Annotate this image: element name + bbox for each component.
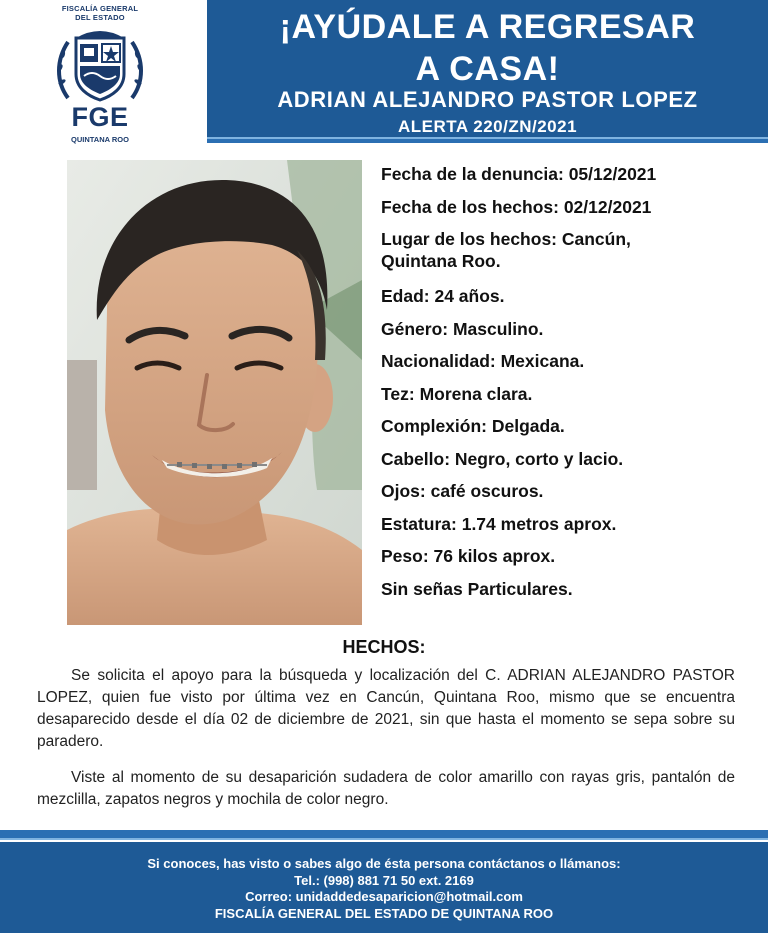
event-place <box>381 228 736 285</box>
footer-agency: FISCALÍA GENERAL DEL ESTADO DE QUINTANA ROO <box>214 905 554 921</box>
logo-top-line2: DEL ESTADO <box>75 13 125 22</box>
event-place-line1: Lugar de los hechos: Cancún, <box>381 229 631 249</box>
footer-phone: Tel.: (998) 881 71 50 ext. 2169 <box>294 872 474 888</box>
missing-person-name: ADRIAN ALEJANDRO PASTOR LOPEZ <box>277 87 698 112</box>
headline <box>207 6 768 90</box>
hechos-paragraph-1: Se solicita el apoyo para la búsqueda y localización del C. ADRIAN ALEJANDRO PASTOR LOPEZ, quien fue visto por última vez en Cancún, Quintana Roo, mismo que se encuentra desaparecido desde el día 02 de diciembre de 2021, sin que hasta el momento se sepa sobre su paradero. <box>37 667 735 750</box>
hechos-title: HECHOS: <box>342 637 426 657</box>
header-stripe <box>207 137 768 143</box>
event-place-line2: Quintana Roo. <box>381 251 501 271</box>
footer-stripe <box>0 830 768 840</box>
headline-line2: A CASA! <box>415 50 560 88</box>
alert-code: ALERTA 220/ZN/2021 <box>397 117 578 136</box>
skin-tone: Tez: Morena clara. <box>381 383 533 404</box>
eyes: Ojos: café oscuros. <box>381 481 544 501</box>
footer-call-to-action: Si conoces, has visto o sabes algo de ésta persona contáctanos o llámanos: <box>147 856 621 871</box>
coat-of-arms-icon <box>54 24 146 114</box>
person-portrait-icon <box>67 160 362 625</box>
fge-logo <box>44 4 156 146</box>
nationality: Nacionalidad: Mexicana. <box>381 351 585 371</box>
logo-bottom-text: QUINTANA ROO <box>71 135 129 144</box>
logo-acronym: FGE <box>71 102 129 132</box>
missing-person-photo <box>67 160 362 625</box>
headline-line1: ¡AYÚDALE A REGRESAR <box>279 8 696 46</box>
report-date: Fecha de la denuncia: 05/12/2021 <box>381 164 657 184</box>
logo-top-text <box>44 4 156 22</box>
hair: Cabello: Negro, corto y lacio. <box>381 448 624 469</box>
contact-footer <box>0 842 768 933</box>
age: Edad: 24 años. <box>381 286 505 306</box>
gender: Género: Masculino. <box>381 318 544 339</box>
build: Complexión: Delgada. <box>381 416 565 436</box>
weight: Peso: 76 kilos aprox. <box>381 546 556 566</box>
logo-top-line1: FISCALÍA GENERAL <box>61 4 139 13</box>
hechos-paragraph-2: Viste al momento de su desaparición sudadera de color amarillo con rayas gris, pantalón de mezclilla, zapatos negros y mochila de color negro. <box>37 769 735 808</box>
person-details <box>381 163 736 610</box>
height: Estatura: 1.74 metros aprox. <box>381 513 617 534</box>
event-date: Fecha de los hechos: 02/12/2021 <box>381 196 652 217</box>
distinguishing-marks: Sin señas Particulares. <box>381 578 573 599</box>
footer-email: Correo: unidaddedesaparicion@hotmail.com <box>245 889 523 904</box>
